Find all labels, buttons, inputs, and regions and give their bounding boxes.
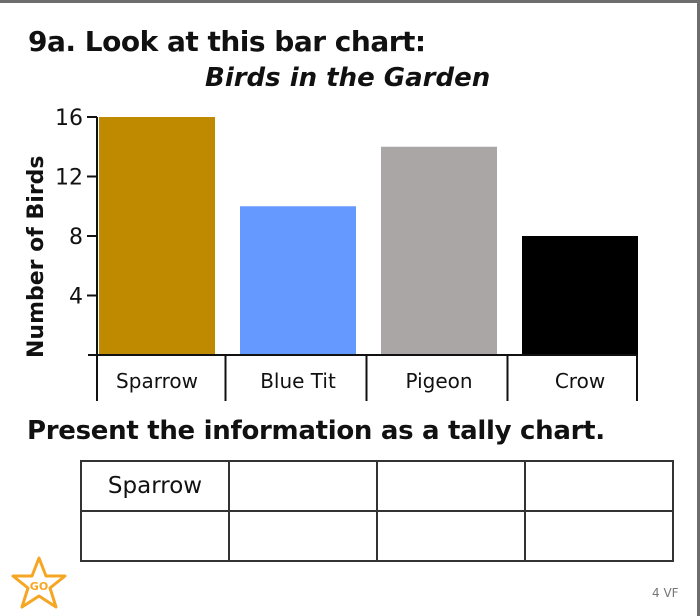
tally-cell	[525, 461, 673, 511]
x-tick-label: Pigeon	[405, 369, 473, 393]
instruction-text: Present the information as a tally chart.	[27, 416, 605, 446]
question-title: 9a. Look at this bar chart:	[28, 25, 426, 58]
bar-chart	[0, 3, 700, 413]
y-tick-label: 12	[55, 165, 83, 191]
tally-cell	[229, 461, 377, 511]
bar-pigeon	[381, 147, 497, 355]
x-tick-label: Blue Tit	[260, 369, 336, 393]
bar-sparrow	[99, 117, 215, 355]
tally-cell	[377, 511, 525, 561]
x-tick-label: Crow	[554, 369, 606, 393]
go-star-icon	[10, 555, 68, 613]
tally-cell	[377, 461, 525, 511]
bar-blue-tit	[240, 206, 356, 355]
bar-crow	[522, 236, 638, 355]
tally-cell: Sparrow	[81, 461, 229, 511]
tally-row	[81, 511, 673, 561]
tally-row	[81, 461, 673, 511]
y-tick-label: 8	[69, 225, 83, 250]
x-tick-label: Sparrow	[116, 369, 198, 393]
y-axis-label: Number of Birds	[24, 155, 49, 358]
y-tick-label: 4	[69, 284, 83, 310]
page-number: 4 VF	[652, 586, 679, 600]
tally-cell	[229, 511, 377, 561]
chart-title: Birds in the Garden	[205, 63, 491, 93]
tally-cell	[81, 511, 229, 561]
tally-cell	[525, 511, 673, 561]
go-badge-label: GO	[29, 580, 49, 593]
y-tick-label: 16	[55, 106, 83, 131]
tally-table	[80, 460, 674, 562]
